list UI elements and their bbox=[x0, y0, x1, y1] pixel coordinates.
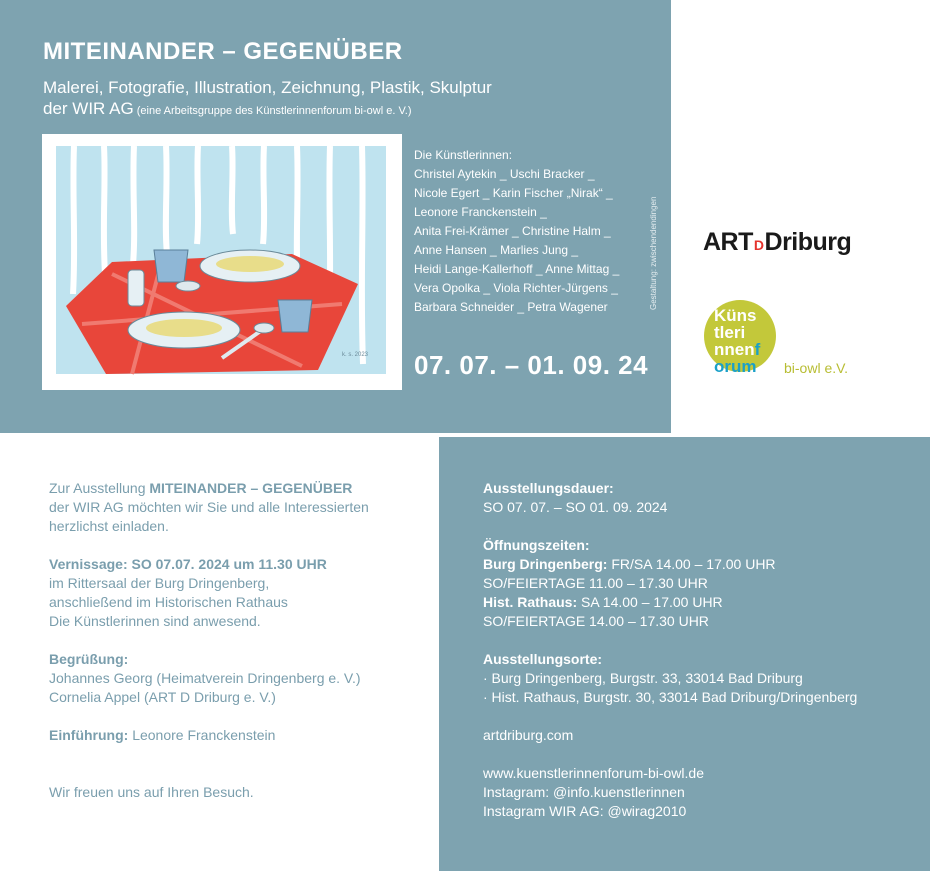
invitation-text bbox=[49, 479, 429, 821]
hours-heading: Öffnungszeiten: bbox=[483, 537, 590, 553]
duration-value: SO 07. 07. – SO 01. 09. 2024 bbox=[483, 499, 668, 515]
locations-section bbox=[483, 650, 923, 707]
vernissage-section bbox=[49, 555, 429, 631]
duration-heading: Ausstellungsdauer: bbox=[483, 480, 614, 496]
kf-logo-line: nnen bbox=[714, 340, 755, 359]
exhibition-title: MITEINANDER – GEGENÜBER bbox=[43, 38, 403, 65]
instagram-kuenstlerinnen-link[interactable]: Instagram: @info.kuenstlerinnen bbox=[483, 784, 685, 800]
artists-line: Anita Frei-Krämer _ Christine Halm _ bbox=[414, 224, 611, 238]
artists-line: Nicole Egert _ Karin Fischer „Nirak“ _ bbox=[414, 186, 613, 200]
exhibition-dates: 07. 07. – 01. 09. 24 bbox=[414, 350, 649, 380]
kuenstlerinnenforum-logo-text bbox=[714, 307, 760, 375]
artists-line: Barbara Schneider _ Petra Wagener bbox=[414, 300, 608, 314]
artwork-image bbox=[42, 134, 402, 390]
hours-burg-value: FR/SA 14.00 – 17.00 UHR bbox=[607, 556, 776, 572]
kf-logo-line: orum bbox=[714, 357, 757, 376]
greeting-line: Cornelia Appel (ART D Driburg e. V.) bbox=[49, 689, 276, 705]
intro-line: herzlichst einladen. bbox=[49, 518, 169, 534]
introduction-section bbox=[49, 726, 429, 745]
table-painting-illustration bbox=[42, 134, 402, 390]
artists-heading: Die Künstlerinnen: bbox=[414, 148, 513, 162]
artd-logo-d: D bbox=[753, 237, 764, 253]
location-item: · Hist. Rathaus, Burgstr. 30, 33014 Bad Driburg/Dringenberg bbox=[483, 689, 858, 705]
biowl-logo-text: bi-owl e.V. bbox=[784, 360, 849, 376]
subtitle-group: der WIR AG bbox=[43, 99, 134, 118]
vernissage-line: Die Künstlerinnen sind anwesend. bbox=[49, 613, 261, 629]
location-item: · Burg Dringenberg, Burgstr. 33, 33014 Bad Driburg bbox=[483, 670, 803, 686]
vernissage-line: im Rittersaal der Burg Dringenberg, bbox=[49, 575, 270, 591]
intro-prefix: Zur Ausstellung bbox=[49, 480, 150, 496]
greeting-heading: Begrüßung: bbox=[49, 651, 129, 667]
greeting-section bbox=[49, 650, 429, 707]
hours-burg-value: SO/FEIERTAGE 11.00 – 17.30 UHR bbox=[483, 575, 708, 591]
hours-section bbox=[483, 536, 923, 631]
introduction-label: Einführung: bbox=[49, 727, 129, 743]
artists-line: Vera Opolka _ Viola Richter-Jürgens _ bbox=[414, 281, 618, 295]
invitation-intro bbox=[49, 479, 429, 536]
intro-title: MITEINANDER – GEGENÜBER bbox=[149, 480, 353, 496]
closing-line: Wir freuen uns auf Ihren Besuch. bbox=[49, 784, 254, 800]
website-kuenstlerinnenforum-link[interactable]: www.kuenstlerinnenforum-bi-owl.de bbox=[483, 765, 704, 781]
hours-rathaus-value: SA 14.00 – 17.00 UHR bbox=[577, 594, 723, 610]
exhibition-info bbox=[483, 479, 923, 840]
artists-line: Leonore Franckenstein _ bbox=[414, 205, 547, 219]
artd-logo-art: ART bbox=[703, 228, 753, 256]
contact-section bbox=[483, 764, 923, 821]
hours-rathaus-label: Hist. Rathaus: bbox=[483, 594, 578, 610]
artd-logo-driburg: Driburg bbox=[764, 228, 852, 256]
artd-driburg-logo bbox=[703, 228, 851, 257]
kf-logo-f: f bbox=[754, 340, 761, 359]
hours-burg-label: Burg Dringenberg: bbox=[483, 556, 608, 572]
instagram-wirag-link[interactable]: Instagram WIR AG: @wirag2010 bbox=[483, 803, 687, 819]
duration-section bbox=[483, 479, 923, 517]
locations-heading: Ausstellungsorte: bbox=[483, 651, 603, 667]
intro-line: der WIR AG möchten wir Sie und alle Interessierten bbox=[49, 499, 369, 515]
artwork-signature: k. s. 2023 bbox=[342, 352, 369, 358]
website-artdriburg-link[interactable]: artdriburg.com bbox=[483, 727, 574, 743]
vernissage-heading: Vernissage: SO 07.07. 2024 um 11.30 UHR bbox=[49, 556, 327, 572]
hours-rathaus-value: SO/FEIERTAGE 14.00 – 17.30 UHR bbox=[483, 613, 709, 629]
subtitle-group-note: (eine Arbeitsgruppe des Künstlerinnenforum bi-owl e. V.) bbox=[133, 105, 412, 117]
subtitle-media: Malerei, Fotografie, Illustration, Zeichnung, Plastik, Skulptur bbox=[43, 78, 492, 97]
kf-logo-line: Küns bbox=[714, 306, 757, 325]
vernissage-line: anschließend im Historischen Rathaus bbox=[49, 594, 288, 610]
exhibition-subtitle bbox=[43, 77, 492, 122]
greeting-line: Johannes Georg (Heimatverein Dringenberg e. V.) bbox=[49, 670, 361, 686]
artists-line: Heidi Lange-Kallerhoff _ Anne Mittag _ bbox=[414, 262, 620, 276]
kf-logo-line: tleri bbox=[714, 323, 746, 342]
introduction-speaker: Leonore Franckenstein bbox=[128, 727, 276, 743]
artists-list bbox=[414, 146, 654, 317]
artists-line: Christel Aytekin _ Uschi Bracker _ bbox=[414, 167, 595, 181]
design-credit: Gestaltung: zwischendendingen bbox=[649, 196, 658, 310]
artists-line: Anne Hansen _ Marlies Jung _ bbox=[414, 243, 579, 257]
